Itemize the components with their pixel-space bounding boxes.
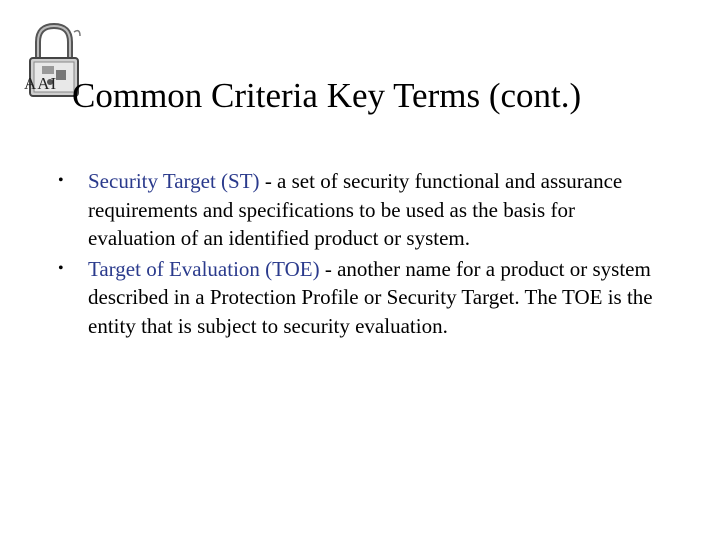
bullet-dot-icon: • [58,259,64,277]
bullet-item [58,167,658,253]
bullet-list [58,167,658,342]
bullet-item [58,255,658,341]
term-security-target: Security Target (ST) [88,169,260,193]
definition-target-of-evaluation: - another name for a product or system described in a Protection Profile or Security Target. The TOE is the entity that is subject to security evaluation. [88,256,653,338]
slide-title: Common Criteria Key Terms (cont.) [72,76,582,115]
term-target-of-evaluation: Target of Evaluation (TOE) [88,256,320,281]
bullet-dot-icon: • [58,172,64,189]
definition-security-target: - a set of security functional and assurance requirements and specifications to be used as the basis for evaluation of an identified product or system. [88,169,623,250]
logo-text: AAI [24,74,58,93]
